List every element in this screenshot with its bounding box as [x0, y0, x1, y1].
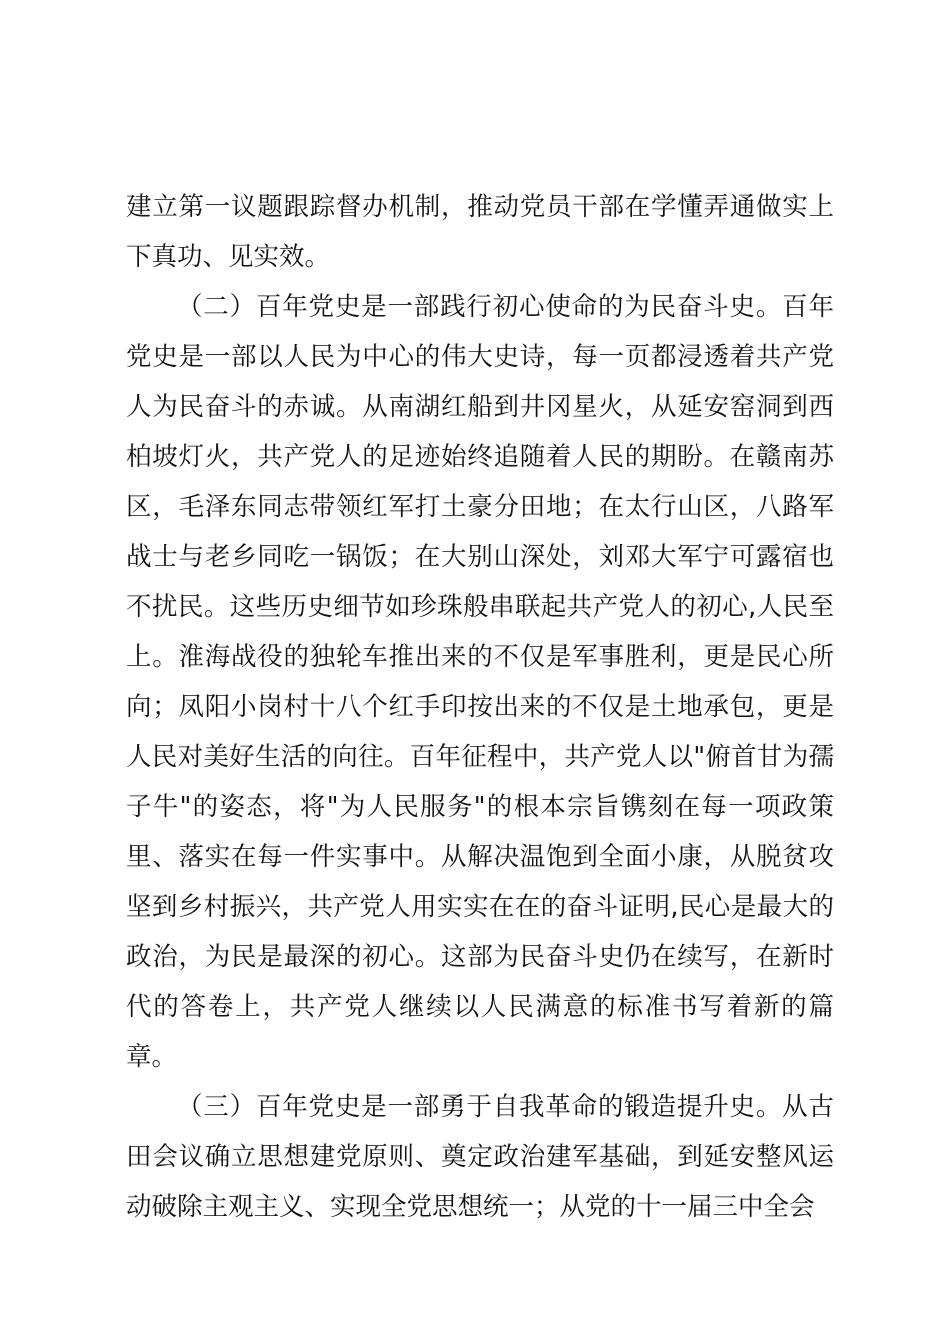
paragraph-continuation: 建立第一议题跟踪督办机制，推动党员干部在学懂弄通做实上下真功、见实效。 [126, 192, 834, 272]
document-body [126, 182, 834, 1232]
paragraph-section-3: （三）百年党史是一部勇于自我革命的锻造提升史。从古田会议确立思想建党原则、奠定政治建军基础，到延安整风运动破除主观主义、实现全党思想统一；从党的十一届三中全会 [126, 1092, 834, 1222]
paragraph-section-2: （二）百年党史是一部践行初心使命的为民奋斗史。百年党史是一部以人民为中心的伟大史诗，每一页都浸透着共产党人为民奋斗的赤诚。从南湖红船到井冈星火，从延安窑洞到西柏坡灯火，共产党人的足迹始终追随着人民的期盼。在赣南苏区，毛泽东同志带领红军打土豪分田地；在太行山区，八路军战士与老乡同吃一锅饭；在大别山深处，刘邓大军宁可露宿也不扰民。这些历史细节如珍珠般串联起共产党人的初心,人民至上。淮海战役的独轮车推出来的不仅是军事胜利，更是民心所向；凤阳小岗村十八个红手印按出来的不仅是土地承包，更是人民对美好生活的向往。百年征程中，共产党人以"俯首甘为孺子牛"的姿态，将"为人民服务"的根本宗旨镌刻在每一项政策里、落实在每一件实事中。从解决温饱到全面小康，从脱贫攻坚到乡村振兴，共产党人用实实在在的奋斗证明,民心是最大的政治，为民是最深的初心。这部为民奋斗史仍在续写，在新时代的答卷上，共产党人继续以人民满意的标准书写着新的篇章。 [126, 292, 834, 1072]
